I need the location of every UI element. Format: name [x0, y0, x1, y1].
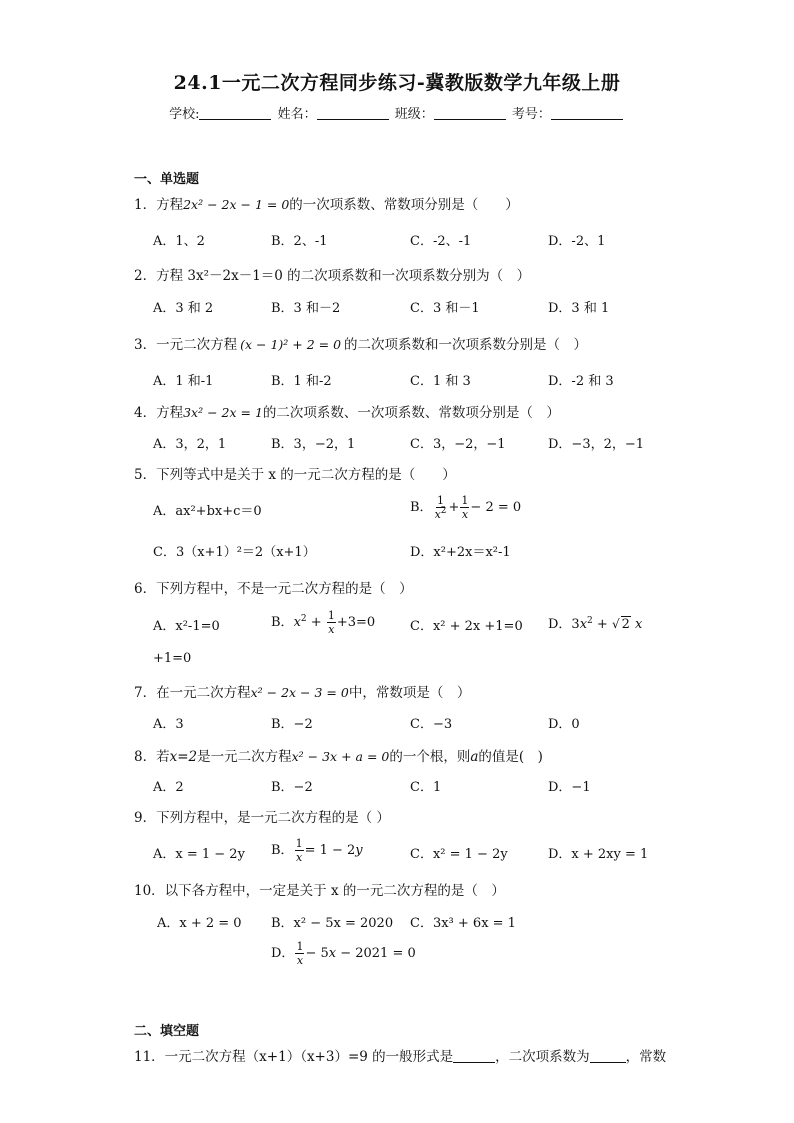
question-8: 8．若x=2是一元二次方程x² − 3x + a = 0的一个根，则a的值是( )	[134, 749, 543, 765]
q3-equation: (x − 1)² + 2 = 0	[240, 337, 342, 352]
q9-option-c[interactable]: C．x² = 1 − 2y	[410, 847, 508, 862]
q5b-fraction-2: $\frac{1}{x}$	[461, 494, 469, 521]
q3-option-c[interactable]: C．1 和 3	[410, 374, 471, 389]
q8-option-d[interactable]: D．−1	[548, 780, 591, 795]
q8-option-c[interactable]: C．1	[410, 780, 442, 795]
name-blank[interactable]	[317, 107, 389, 120]
q10d-fraction: $\frac{1}{x}$	[296, 940, 304, 967]
q10-option-d[interactable]: D． $\frac{1}{x}$ − 5x − 2021 = 0	[271, 940, 416, 967]
id-label: 考号：	[511, 107, 551, 122]
q2-option-a[interactable]: A．3 和 2	[153, 301, 214, 316]
q1-option-c[interactable]: C．-2、-1	[410, 234, 472, 249]
question-11: 11．一元二次方程（x+1）（x+3）=9 的一般形式是 ，二次项系数为 ，常数	[134, 1049, 667, 1065]
question-4: 4．方程3x² − 2x = 1的二次项系数、一次项系数、常数项分别是（ ）	[134, 405, 560, 421]
q6-option-d[interactable]: D．$3x^2$ + √ 2 x	[548, 616, 643, 632]
q4-option-b[interactable]: B．3，−2，1	[271, 437, 356, 452]
q7-option-b[interactable]: B．−2	[271, 717, 313, 732]
page-title: 24.1一元二次方程同步练习-冀教版数学九年级上册	[173, 72, 621, 94]
q6b-fraction: $\frac{1}{x}$	[327, 609, 335, 636]
q7-option-c[interactable]: C．−3	[410, 717, 453, 732]
question-1: 1．方程2x² − 2x − 1 = 0的一次项系数、常数项分别是（ ）	[134, 197, 519, 213]
q9-option-b[interactable]: B． $\frac{1}{x}$ = 1 − 2y	[271, 837, 363, 864]
q4-option-c[interactable]: C．3，−2，−1	[410, 437, 506, 452]
q9-option-a[interactable]: A．x = 1 − 2y	[153, 847, 245, 862]
q5-option-b[interactable]: B． $\frac{1}{x^2}$ + $\frac{1}{x}$ − 2 = 0	[410, 494, 522, 521]
q5b-fraction-1: $\frac{1}{x^2}$	[434, 494, 447, 521]
q10-option-b[interactable]: B．x² − 5x = 2020	[271, 916, 394, 931]
q6-option-d-wrap: +1=0	[153, 651, 192, 666]
q4-option-d[interactable]: D．−3，2，−1	[548, 437, 645, 452]
q6-option-a[interactable]: A．x²-1=0	[153, 619, 220, 634]
school-blank[interactable]	[199, 107, 271, 120]
q8-option-a[interactable]: A．2	[153, 780, 184, 795]
section-heading-fill-blank: 二、填空题	[134, 1024, 200, 1039]
question-3: 3．一元二次方程 (x − 1)² + 2 = 0 的二次项系数和一次项系数分别是（ ）	[134, 337, 588, 353]
question-7: 7．在一元二次方程x² − 2x − 3 = 0中，常数项是（ ）	[134, 685, 471, 701]
question-9: 9．下列方程中，是一元二次方程的是（ ）	[134, 810, 390, 826]
question-10: 10．以下各方程中，一定是关于 x 的一元二次方程的是（ ）	[134, 883, 505, 899]
q1-option-b[interactable]: B．2、-1	[271, 234, 328, 249]
q6-option-c[interactable]: C．x² + 2x +1=0	[410, 619, 523, 634]
q4-equation: 3x² − 2x = 1	[183, 405, 263, 420]
class-blank[interactable]	[434, 107, 506, 120]
q10-option-c[interactable]: C．3x³ + 6x = 1	[410, 916, 516, 931]
q11-blank-1[interactable]	[453, 1050, 495, 1063]
q8-equation: x² − 3x + a = 0	[291, 749, 390, 764]
q7-option-a[interactable]: A．3	[153, 717, 184, 732]
q2-option-b[interactable]: B．3 和－2	[271, 301, 341, 316]
q3-option-d[interactable]: D．-2 和 3	[548, 374, 614, 389]
q7-option-d[interactable]: D．0	[548, 717, 580, 732]
q5-option-c[interactable]: C．3（x+1）²＝2（x+1）	[153, 545, 316, 560]
name-label: 姓名：	[277, 107, 317, 122]
q2-option-d[interactable]: D．3 和 1	[548, 301, 610, 316]
q8-option-b[interactable]: B．−2	[271, 780, 313, 795]
q9b-fraction: $\frac{1}{x}$	[295, 837, 303, 864]
q5-option-d[interactable]: D．x²+2x＝x²-1	[410, 545, 511, 560]
q6-option-b[interactable]: B．$x^2$ + $\frac{1}{x}$ +3=0	[271, 609, 376, 636]
q1-equation: 2x² − 2x − 1 = 0	[183, 197, 290, 212]
school-label: 学校:	[169, 107, 200, 122]
id-blank[interactable]	[551, 107, 623, 120]
class-label: 班级：	[394, 107, 434, 122]
q9-option-d[interactable]: D．x + 2xy = 1	[548, 847, 649, 862]
q3-option-a[interactable]: A．1 和-1	[153, 374, 214, 389]
question-2: 2．方程 3x²－2x－1＝0 的二次项系数和一次项系数分别为（ ）	[134, 268, 531, 284]
q11-blank-2[interactable]	[590, 1050, 626, 1063]
question-6: 6．下列方程中，不是一元二次方程的是（ ）	[134, 581, 413, 597]
q5-option-a[interactable]: A．ax²+bx+c＝0	[153, 504, 262, 519]
q7-equation: x² − 2x − 3 = 0	[250, 685, 349, 700]
q3-option-b[interactable]: B．1 和-2	[271, 374, 332, 389]
question-5: 5．下列等式中是关于 x 的一元二次方程的是（ ）	[134, 467, 456, 483]
q1-option-a[interactable]: A．1、2	[153, 234, 205, 249]
section-heading-single-choice: 一、单选题	[134, 172, 200, 187]
q10-option-a[interactable]: A．x + 2 = 0	[157, 916, 242, 931]
q2-option-c[interactable]: C．3 和－1	[410, 301, 480, 316]
q4-option-a[interactable]: A．3，2，1	[153, 437, 227, 452]
q1-option-d[interactable]: D．-2、1	[548, 234, 606, 249]
student-info-line	[0, 103, 794, 122]
